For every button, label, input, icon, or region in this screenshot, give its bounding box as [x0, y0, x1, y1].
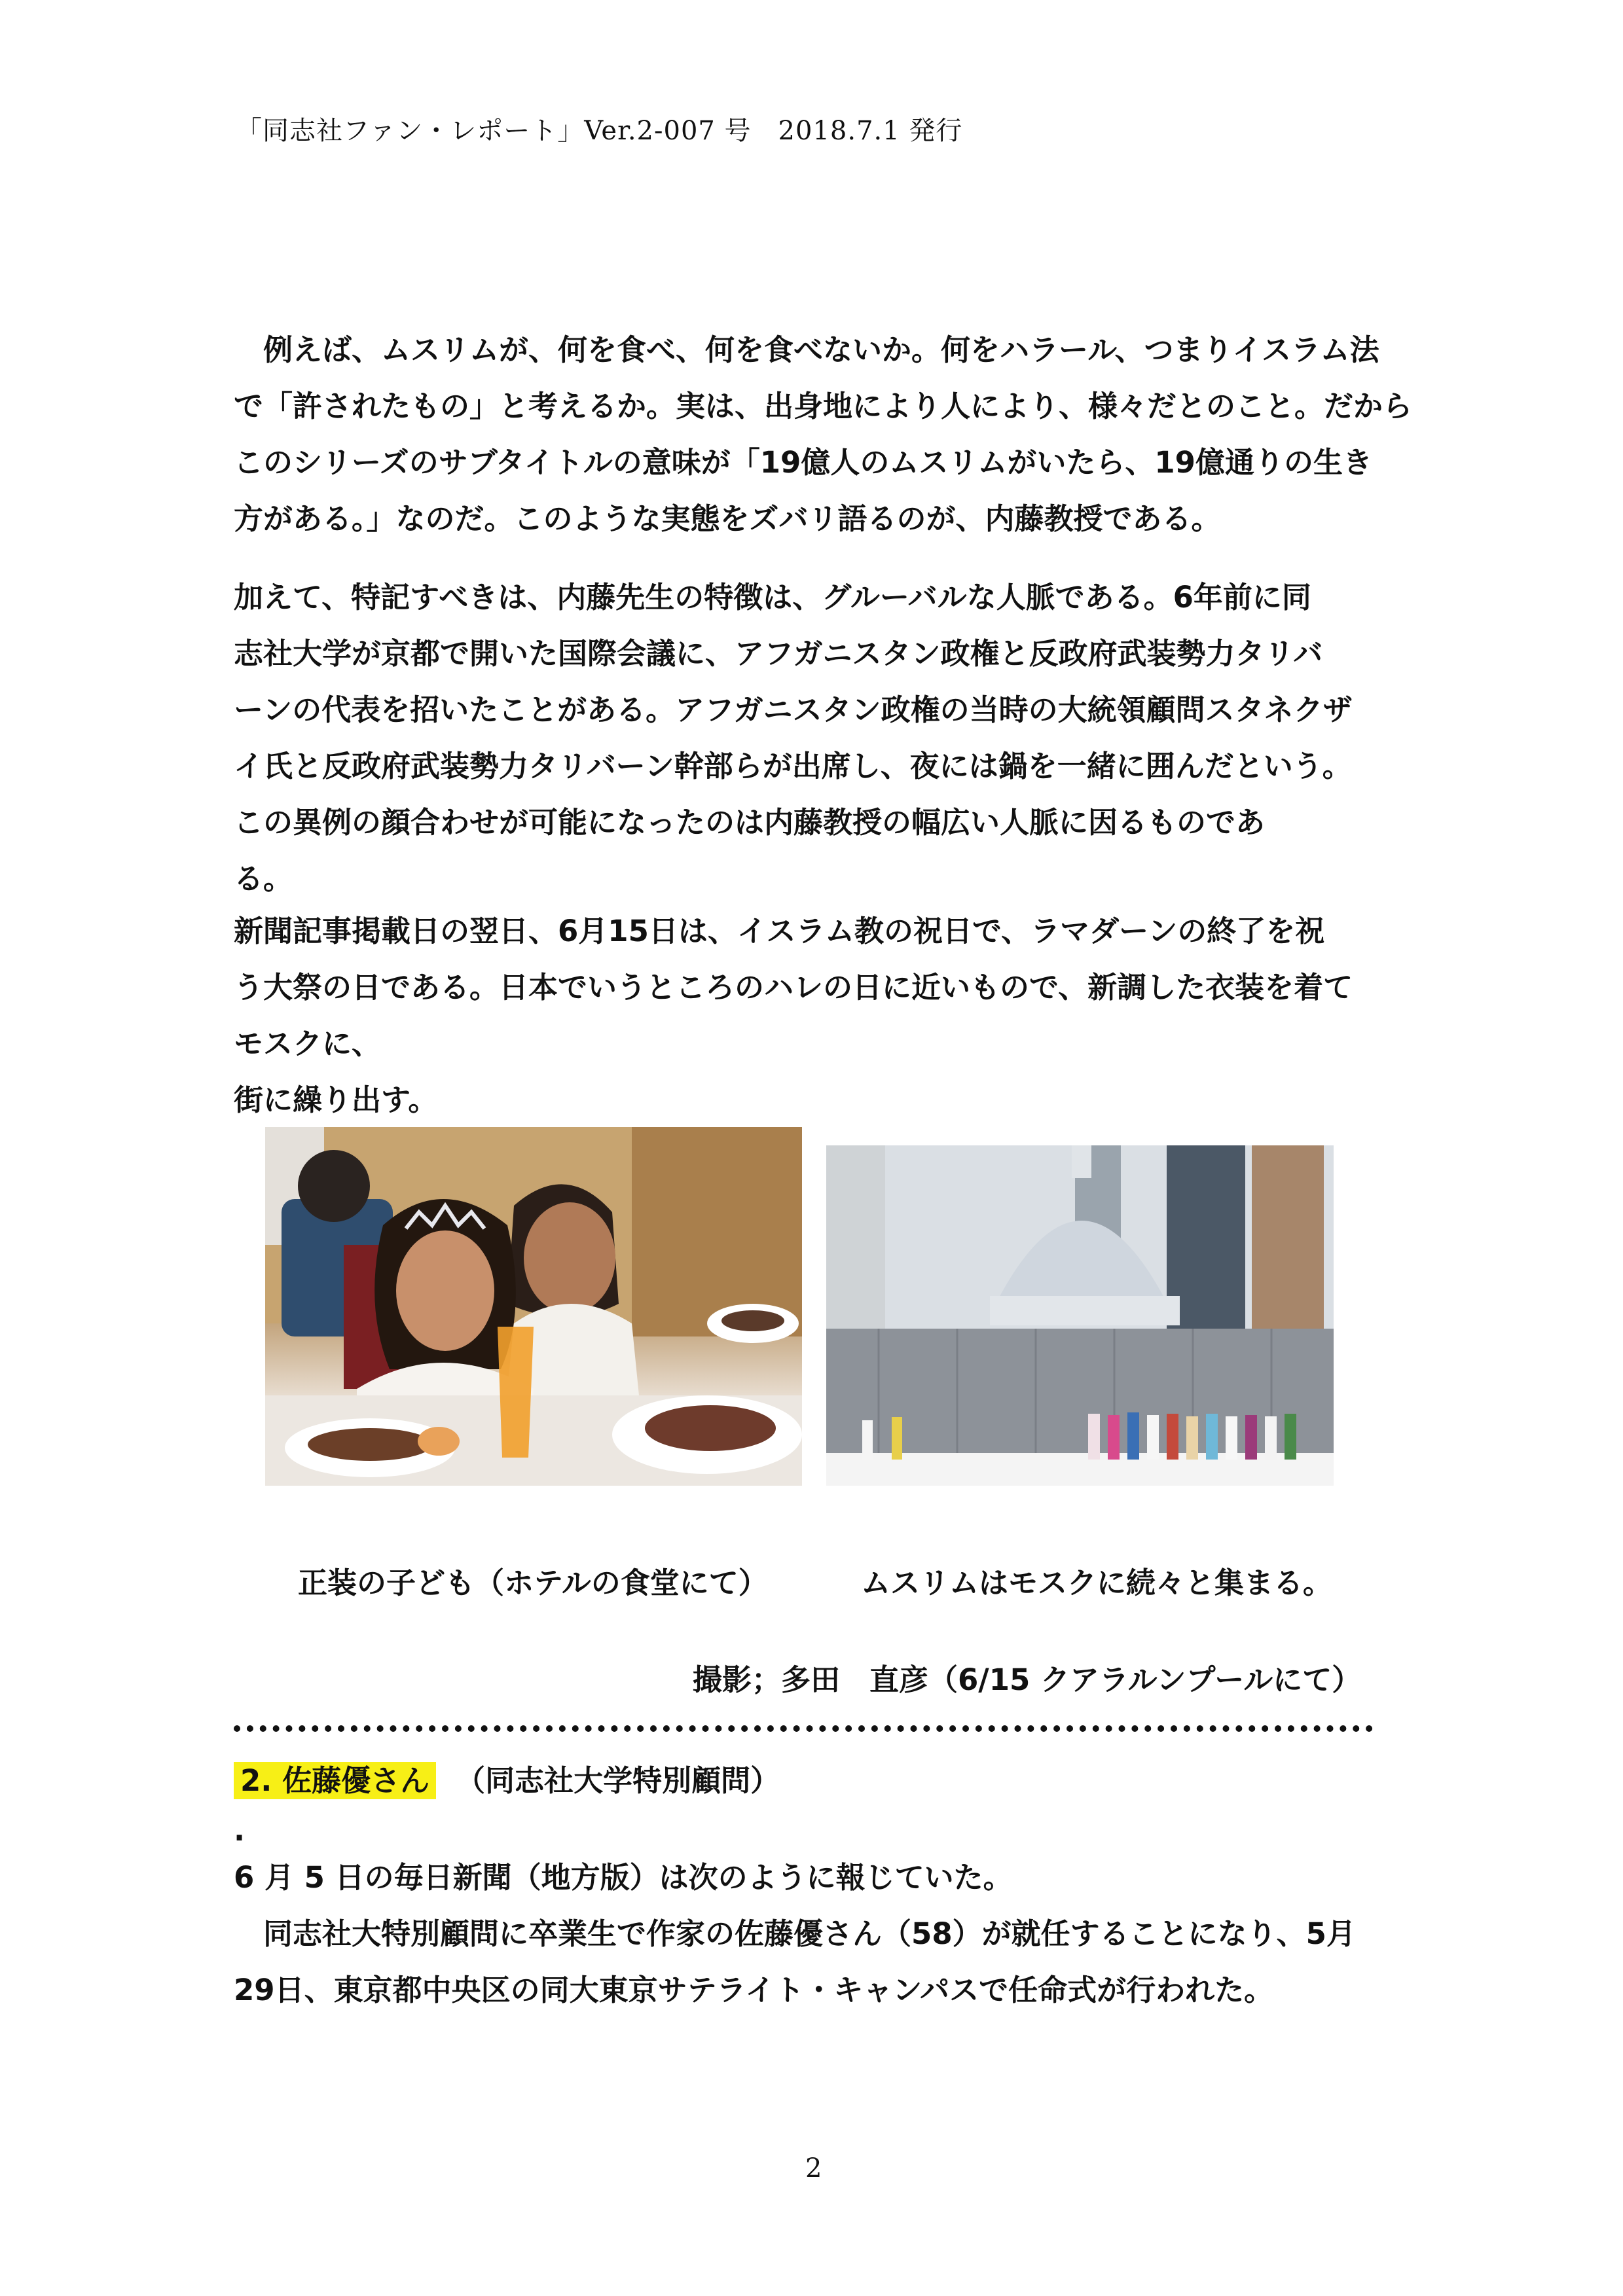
photo-caption-children: 正装の子ども（ホテルの食堂にて） [298, 1566, 768, 1600]
text-line: 29日、東京都中央区の同大東京サテライト・キャンパスで任命式が行われた。 [234, 1973, 1274, 2007]
photo-mosque-illustration [826, 1145, 1334, 1486]
text-line: 6 月 5 日の毎日新聞（地方版）は次のように報じていた。 [234, 1860, 1013, 1895]
paragraph-sato [234, 1850, 1412, 2018]
text-line: イ氏と反政府武装勢力タリバーン幹部らが出席し、夜には鍋を一緒に囲んだという。 [234, 749, 1352, 783]
section-title-highlight: 2. 佐藤優さん [234, 1762, 436, 1799]
text-line: る。 [234, 861, 293, 896]
section-divider [234, 1725, 1373, 1732]
text-line: う大祭の日である。日本でいうところのハレの日に近いもので、新調した衣装を着て [234, 970, 1353, 1005]
report-header: 「同志社ファン・レポート」Ver.2-007 号 2018.7.1 発行 [236, 116, 963, 146]
page-number: 2 [805, 2153, 822, 2183]
photo-caption-mosque: ムスリムはモスクに続々と集まる。 [861, 1566, 1333, 1600]
section-heading [234, 1757, 780, 1799]
text-line: 例えば、ムスリムが、何を食べ、何を食べないか。何をハラール、つまりイスラム法 [234, 332, 1379, 367]
text-line: 同志社大特別顧問に卒業生で作家の佐藤優さん（58）が就任することになり、5月 [234, 1916, 1356, 1951]
text-line: モスクに、 [234, 1026, 382, 1061]
text-line: 方がある。」なのだ。このような実態をズバリ語るのが、内藤教授である。 [234, 501, 1221, 536]
paragraph-network [234, 569, 1412, 907]
text-line: 志社大学が京都で開いた国際会議に、アフガニスタン政権と反政府武装勢力タリバ [234, 636, 1323, 671]
section-subtitle: （同志社大学特別顧問） [456, 1763, 780, 1798]
dot-mark: . [234, 1813, 246, 1848]
photo-children-illustration [265, 1127, 802, 1486]
paragraph-halal [234, 322, 1412, 547]
text-line: 加えて、特記すべきは、内藤先生の特徴は、グルーバルな人脈である。6年前に同 [234, 580, 1311, 615]
paragraph-festival [234, 903, 1412, 1128]
photo-credit: 撮影；多田 直彦（6/15 クアラルンプールにて） [693, 1662, 1362, 1697]
text-line: このシリーズのサブタイトルの意味が「19億人のムスリムがいたら、19億通りの生き [234, 445, 1372, 480]
text-line: 新聞記事掲載日の翌日、6月15日は、イスラム教の祝日で、ラマダーンの終了を祝 [234, 914, 1325, 948]
text-line: で「許されたもの」と考えるか。実は、出身地により人により、様々だとのこと。だから [234, 389, 1412, 423]
text-line: この異例の顔合わせが可能になったのは内藤教授の幅広い人脈に因るものであ [234, 805, 1266, 840]
photo-mosque [826, 1145, 1334, 1486]
text-line: 街に繰り出す。 [234, 1083, 438, 1117]
text-line: ーンの代表を招いたことがある。アフガニスタン政権の当時の大統領顧問スタネクザ [234, 692, 1353, 727]
photo-children [265, 1127, 802, 1486]
